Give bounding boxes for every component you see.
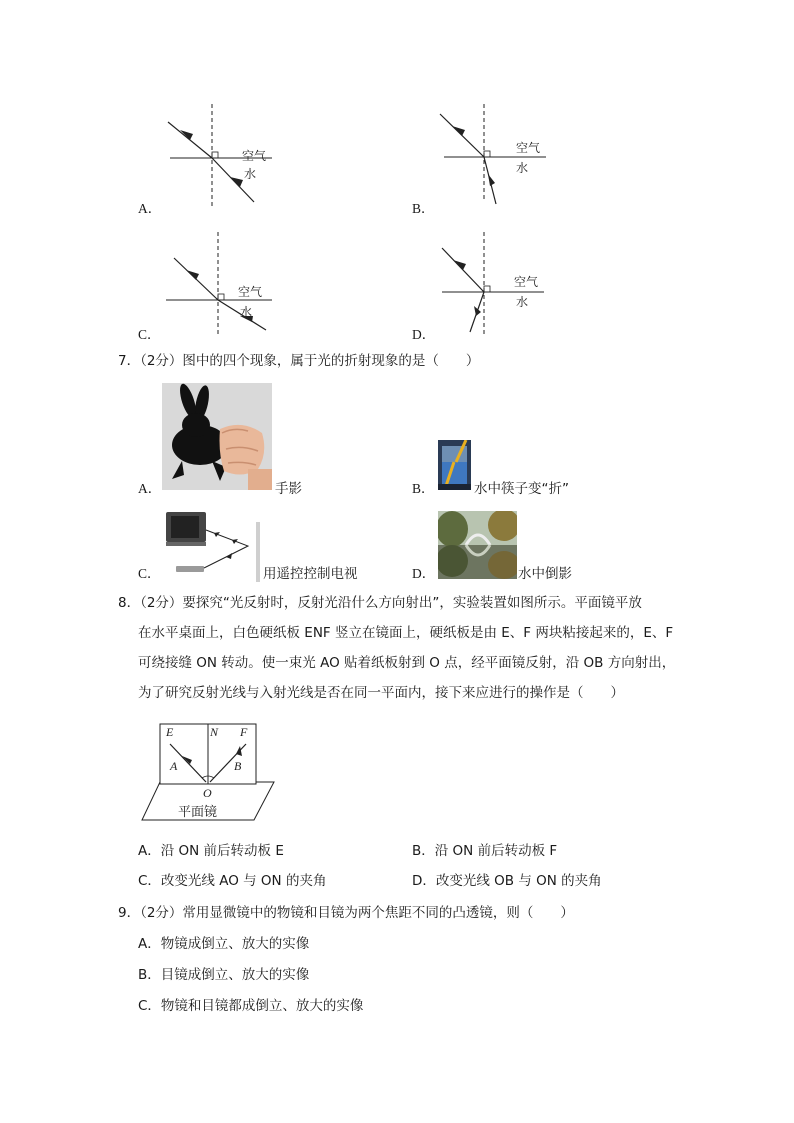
q9-option-b: B．目镜成倒立、放大的实像 xyxy=(138,967,310,983)
q7-option-c-letter: C． xyxy=(138,566,161,581)
chopsticks-glass-picture xyxy=(438,440,471,490)
q8-stem-line-4: 为了研究反射光线与入射光线是否在同一平面内，接下来应进行的操作是（ ） xyxy=(138,685,624,701)
q7-option-a-letter: A． xyxy=(138,481,162,496)
label-b: B xyxy=(234,759,242,773)
q7-option-b-caption: 水中筷子变“折” xyxy=(474,481,569,497)
q6-diagram-b xyxy=(436,100,556,212)
water-label: 水 xyxy=(516,295,529,309)
label-o: O xyxy=(203,786,212,800)
q9-stem: 9．（2分）常用显微镜中的物镜和目镜为两个焦距不同的凸透镜，则（ ） xyxy=(118,905,574,921)
refraction-diagram-b xyxy=(436,100,556,212)
water-reflection-image xyxy=(438,511,517,579)
q7-option-b-letter: B． xyxy=(412,481,435,496)
remote-tv-picture xyxy=(162,508,262,582)
q8-option-a: A．沿 ON 前后转动板 E xyxy=(138,843,284,859)
hand-shadow-image xyxy=(162,383,272,490)
q8-option-b: B．沿 ON 前后转动板 F xyxy=(412,843,558,859)
q8-option-c: C．改变光线 AO 与 ON 的夹角 xyxy=(138,873,327,889)
q7-option-d-caption: 水中倒影 xyxy=(518,566,572,582)
q6-option-c-label: C． xyxy=(138,327,161,342)
q8-stem-line-2: 在水平桌面上，白色硬纸板 ENF 竖立在镜面上，硬纸板是由 E、F 两块粘接起来的，E、F xyxy=(138,625,674,641)
refraction-diagram-a xyxy=(160,100,280,212)
reflection-apparatus-diagram xyxy=(140,718,280,824)
q7-option-d-letter: D． xyxy=(412,566,436,581)
label-a: A xyxy=(170,759,178,773)
q8-option-d: D．改变光线 OB 与 ON 的夹角 xyxy=(412,873,602,889)
water-label: 水 xyxy=(516,161,529,175)
air-label: 空气 xyxy=(242,149,267,163)
q6-option-b-label: B． xyxy=(412,201,435,216)
air-label: 空气 xyxy=(516,141,541,155)
q6-option-d-label: D． xyxy=(412,327,436,342)
q6-option-a-label: A． xyxy=(138,201,162,216)
remote-tv-image xyxy=(162,508,262,582)
q7-option-c-caption: 用遥控控制电视 xyxy=(263,566,358,582)
chopsticks-glass-image xyxy=(438,440,471,490)
q9-option-a: A．物镜成倒立、放大的实像 xyxy=(138,936,310,952)
water-reflection-picture xyxy=(438,511,517,579)
q6-diagram-c xyxy=(160,228,280,338)
water-label: 水 xyxy=(240,305,253,319)
q9-option-c: C．物镜和目镜都成倒立、放大的实像 xyxy=(138,998,364,1014)
q7-option-a-caption: 手影 xyxy=(275,481,302,497)
q8-stem-line-3: 可绕接缝 ON 转动。使一束光 AO 贴着纸板射到 O 点，经平面镜反射，沿 OB 方向射出， xyxy=(138,655,676,671)
air-label: 空气 xyxy=(238,285,263,299)
q6-diagram-a xyxy=(160,100,280,212)
label-n: N xyxy=(210,725,219,739)
mirror-label: 平面镜 xyxy=(178,805,218,820)
label-f: F xyxy=(240,725,248,739)
refraction-diagram-c xyxy=(160,228,280,338)
q6-diagram-d xyxy=(436,228,556,338)
water-label: 水 xyxy=(244,167,257,181)
q8-stem-line-1: 8．（2分）要探究“光反射时，反射光沿什么方向射出”，实验装置如图所示。平面镜平放 xyxy=(118,595,642,611)
air-label: 空气 xyxy=(514,275,539,289)
hand-shadow-picture xyxy=(162,383,272,490)
q7-stem: 7．（2分）图中的四个现象，属于光的折射现象的是（ ） xyxy=(118,353,480,369)
label-e: E xyxy=(166,725,174,739)
refraction-diagram-d xyxy=(436,228,556,338)
reflection-experiment-figure xyxy=(140,718,280,824)
